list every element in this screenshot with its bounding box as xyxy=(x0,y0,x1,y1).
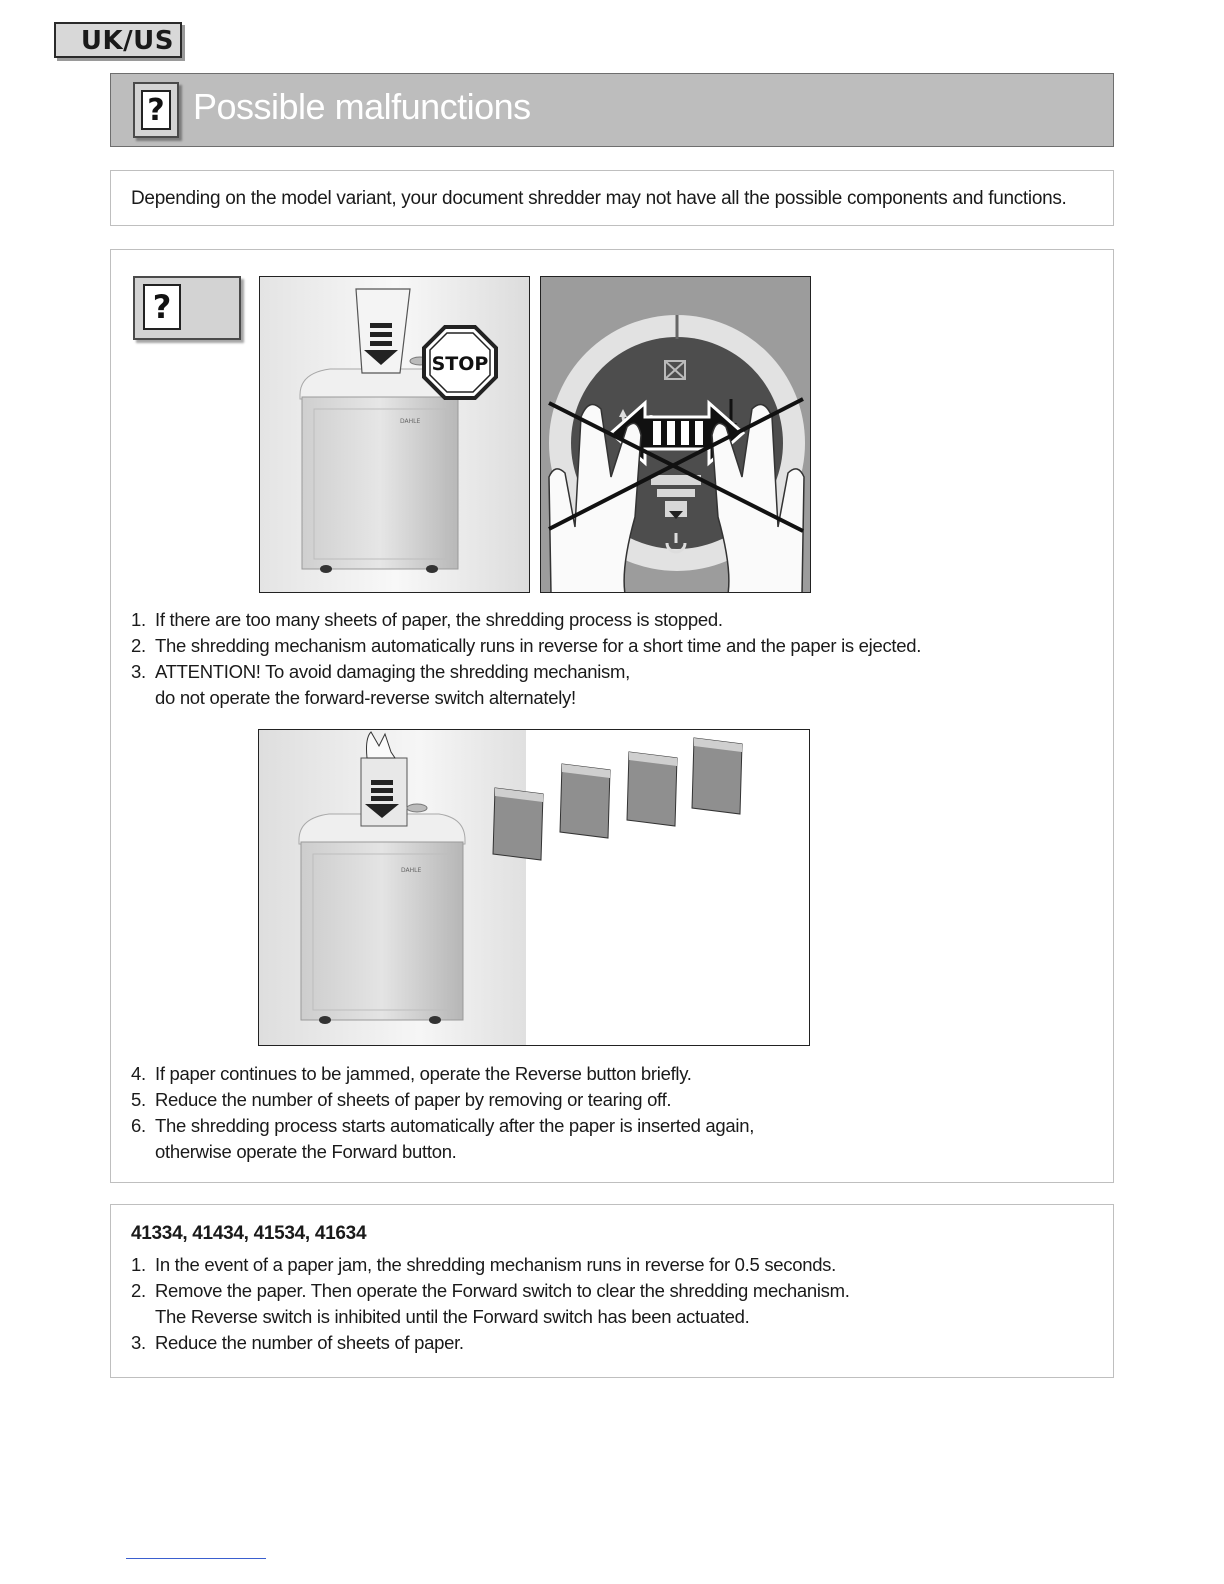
section-title-bar xyxy=(110,73,1114,147)
shredder-eject-illustration xyxy=(259,730,810,1046)
steps-list-a xyxy=(131,607,921,711)
shredder-stop-illustration xyxy=(260,277,530,593)
ejected-sheet xyxy=(627,752,677,826)
model-specific-panel xyxy=(110,1204,1114,1378)
list-item: 1. In the event of a paper jam, the shredding mechanism runs in reverse for 0.5 seconds. xyxy=(131,1254,836,1275)
list-item: 5. Reduce the number of sheets of paper by removing or tearing off. xyxy=(131,1089,672,1110)
ejected-sheet xyxy=(692,738,742,814)
question-icon: ? xyxy=(133,82,179,138)
list-item: 4. If paper continues to be jammed, operate the Reverse button briefly. xyxy=(131,1063,692,1084)
brand-label: DAHLE xyxy=(400,418,421,425)
list-item: 3. ATTENTION! To avoid damaging the shredding mechanism, do not operate the forward-reverse switch alternately! xyxy=(131,661,630,708)
figure-shredder-stop xyxy=(259,276,530,593)
list-item: 2. The shredding mechanism automatically runs in reverse for a short time and the paper is ejected. xyxy=(131,635,922,656)
control-panel-illustration xyxy=(541,277,811,593)
list-item: 6. The shredding process starts automatically after the paper is inserted again, otherwise operate the Forward button. xyxy=(131,1115,755,1162)
figure-control-panel-warning xyxy=(540,276,811,593)
language-label: UK/US xyxy=(80,26,174,56)
ejected-sheet xyxy=(493,788,543,860)
question-icon: ? xyxy=(133,276,241,340)
page-title: Possible malfunctions xyxy=(193,86,531,127)
steps-list-b xyxy=(131,1061,754,1165)
list-item: 2. Remove the paper. Then operate the Forward switch to clear the shredding mechanism. The Reverse switch is inhibited until the Forward switch has been actuated. xyxy=(131,1280,850,1327)
variant-note-text: Depending on the model variant, your document shredder may not have all the possible components and functions. xyxy=(131,188,1067,209)
figure-shredder-eject xyxy=(258,729,810,1046)
footer-rule xyxy=(126,1558,266,1559)
list-item: 3. Reduce the number of sheets of paper. xyxy=(131,1332,464,1353)
stop-sign-label: STOP xyxy=(431,353,489,375)
malfunction-panel xyxy=(110,249,1114,1183)
model-numbers: 41334, 41434, 41534, 41634 xyxy=(131,1223,367,1244)
brand-label: DAHLE xyxy=(401,867,422,874)
list-item: 1. If there are too many sheets of paper, the shredding process is stopped. xyxy=(131,609,723,630)
variant-note xyxy=(110,170,1114,226)
model-steps-list xyxy=(131,1252,850,1356)
language-tab xyxy=(54,22,182,58)
ejected-sheet xyxy=(560,764,610,838)
